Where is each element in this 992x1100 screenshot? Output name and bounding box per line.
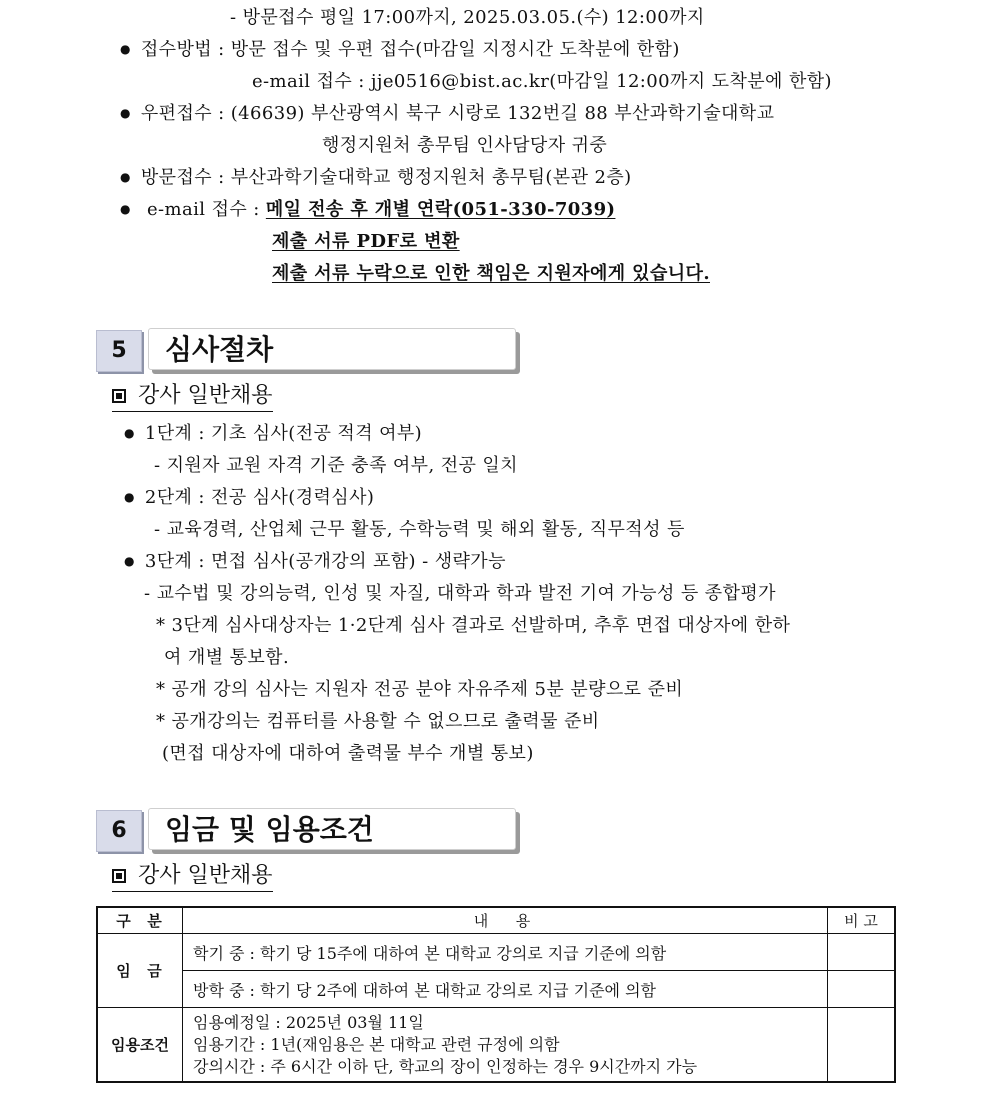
wage-label: 임 금 xyxy=(97,934,183,1008)
wage-conditions-table xyxy=(96,906,896,1083)
section-6-subhead-text: 강사 일반채용 xyxy=(138,863,273,888)
method-line-2: e-mail 접수 : jje0516@bist.ac.kr(마감일 12:00까지 도착분에 한함) xyxy=(252,71,832,92)
table-row xyxy=(97,934,895,971)
appointment-date: 임용예정일 : 2025년 03월 11일 xyxy=(193,1013,424,1032)
post-line-2: 행정지원처 총무팀 인사담당자 귀중 xyxy=(322,135,608,156)
note-3: * 공개강의는 컴퓨터를 사용할 수 없으므로 출력물 준비 xyxy=(156,711,600,732)
visit-line: ● 방문접수 : 부산과학기술대학교 행정지원처 총무팀(본관 2층) xyxy=(120,166,632,191)
conditions-content xyxy=(183,1008,828,1083)
square-bullet-icon xyxy=(112,389,126,403)
step-1: ● 1단계 : 기초 심사(전공 적격 여부) xyxy=(124,422,422,447)
wage-semester: 학기 중 : 학기 당 15주에 대하여 본 대학교 강의로 지급 기준에 의함 xyxy=(183,934,828,971)
section-6-subhead xyxy=(112,862,273,892)
square-bullet-icon xyxy=(112,869,126,883)
section-6-header xyxy=(96,808,524,852)
section-6-number: 6 xyxy=(96,810,142,852)
section-5-header xyxy=(96,328,524,372)
section-5-subhead-text: 강사 일반채용 xyxy=(138,383,273,408)
note-1-cont: 여 개별 통보함. xyxy=(164,647,290,668)
wage-vacation-remark xyxy=(828,971,896,1008)
wage-vacation: 방학 중 : 학기 당 2주에 대하여 본 대학교 강의로 지급 기준에 의함 xyxy=(183,971,828,1008)
appointment-period: 임용기간 : 1년(재임용은 본 대학교 관련 규정에 의함 xyxy=(193,1035,560,1054)
section-6-title: 임금 및 임용조건 xyxy=(148,808,516,850)
header-remarks: 비 고 xyxy=(828,907,896,934)
method-line-1: ● 접수방법 : 방문 접수 및 우편 접수(마감일 지정시간 도착분에 한함) xyxy=(120,38,680,63)
post-line-1: ● 우편접수 : (46639) 부산광역시 북구 시랑로 132번길 88 부산과학기술대학교 xyxy=(120,102,774,127)
section-5-number: 5 xyxy=(96,330,142,372)
conditions-remark xyxy=(828,1008,896,1083)
step-1-detail: - 지원자 교원 자격 기준 충족 여부, 전공 일치 xyxy=(154,455,518,476)
table-row xyxy=(97,971,895,1008)
lecture-hours: 강의시간 : 주 6시간 이하 단, 학교의 장이 인정하는 경우 9시간까지 가능 xyxy=(193,1057,698,1076)
email-note-1: 메일 전송 후 개별 연락(051-330-7039) xyxy=(265,199,616,220)
note-3-cont: (면접 대상자에 대하여 출력물 부수 개별 통보) xyxy=(162,743,534,764)
visit-deadline-line: - 방문접수 평일 17:00까지, 2025.03.05.(수) 12:00까지 xyxy=(230,7,705,28)
step-2: ● 2단계 : 전공 심사(경력심사) xyxy=(124,486,374,511)
header-category: 구 분 xyxy=(97,907,183,934)
header-content: 내 용 xyxy=(183,907,828,934)
email-prefix: e-mail 접수 : xyxy=(147,199,266,220)
step-2-detail: - 교육경력, 산업체 근무 활동, 수학능력 및 해외 활동, 직무적성 등 xyxy=(154,519,685,540)
email-line xyxy=(120,198,615,223)
email-note-2: 제출 서류 PDF로 변환 xyxy=(272,231,460,252)
section-5-subhead xyxy=(112,382,273,412)
email-note-3: 제출 서류 누락으로 인한 책임은 지원자에게 있습니다. xyxy=(272,263,710,284)
table-header-row xyxy=(97,907,895,934)
note-2: * 공개 강의 심사는 지원자 전공 분야 자유주제 5분 분량으로 준비 xyxy=(156,679,684,700)
note-1: * 3단계 심사대상자는 1·2단계 심사 결과로 선발하며, 추후 면접 대상자에 한하 xyxy=(156,615,791,636)
table-row xyxy=(97,1008,895,1083)
conditions-label: 임용조건 xyxy=(97,1008,183,1083)
wage-semester-remark xyxy=(828,934,896,971)
step-3: ● 3단계 : 면접 심사(공개강의 포함) - 생략가능 xyxy=(124,550,506,575)
section-5-title: 심사절차 xyxy=(148,328,516,370)
step-3-detail: - 교수법 및 강의능력, 인성 및 자질, 대학과 학과 발전 기여 가능성 등 종합평가 xyxy=(144,583,776,604)
